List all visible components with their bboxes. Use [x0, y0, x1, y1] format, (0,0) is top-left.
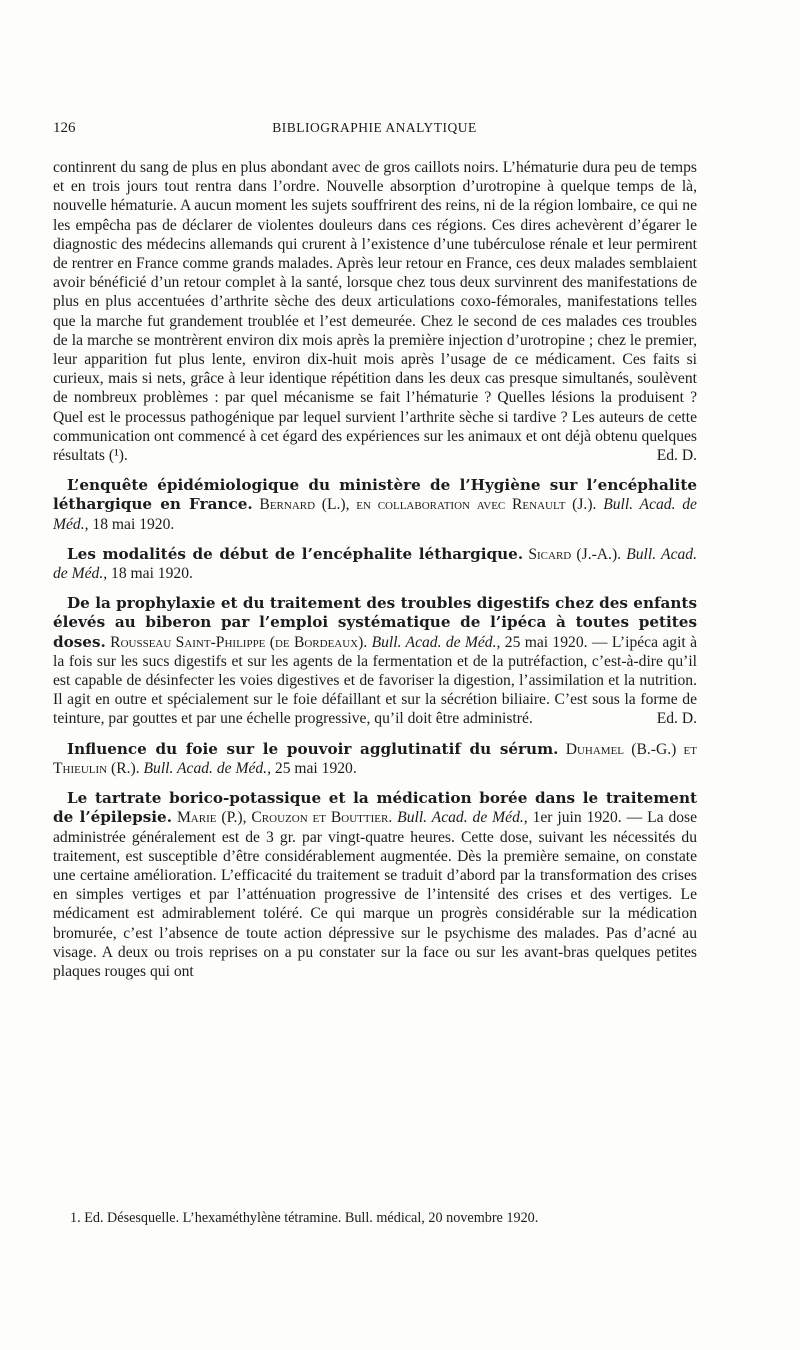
entry-authors: Rousseau Saint-Philippe (de Bordeaux). — [110, 633, 368, 651]
entry-authors: Sicard (J.-A.). — [528, 545, 622, 563]
entry-date: 1er juin 1920. — [532, 809, 622, 827]
entry-title: L’enquête épidémiologique du ministère de l’Hygiène sur l’encéphalite léthargique en France. — [53, 476, 697, 514]
page-number: 126 — [53, 120, 76, 136]
running-title: BIBLIOGRAPHIE ANALYTIQUE — [272, 120, 477, 135]
entry-authors: Marie (P.), Crouzon et Bouttier. — [176, 809, 393, 827]
bibliography-entry — [53, 545, 697, 583]
entry-title: Les modalités de début de l’encéphalite léthargique. — [67, 544, 524, 563]
entry-authors: Duhamel (B.-G.) et Thieulin (R.). — [53, 740, 697, 777]
entry-date: 18 mai 1920. — [111, 565, 193, 583]
entry-signature: Ed. D. — [656, 710, 697, 728]
entry-title: Le tartrate borico-potassique et la médication borée dans le traitement de l’épilepsie. — [53, 789, 697, 827]
entry-authors: Bernard (L.), en collaboration avec Renault (J.). — [259, 496, 597, 514]
entry-title: Influence du foie sur le pouvoir agglutinatif du sérum. — [67, 739, 559, 758]
bibliography-entry — [53, 740, 697, 778]
entry-date: 25 mai 1920. — [504, 633, 588, 651]
entry-abstract: — La dose administrée généralement est de 3 gr. par vingt-quatre heures. Cette dose, suivant les nécessités du traitement, est susceptible d’être considérablement augmentée. Dès la première semaine, on constate une certaine amélioration. L’efficacité du traitement se traduit d’abord par la transformation des crises en simples vertiges et par l’atténuation progressive de l’intensité des crises et des vertiges. Le médicament est admirablement toléré. Ce qui marque un progrès considérable sur la médication bromurée, c’est l’absence de toute action dépressive sur le psychisme des malades. Pas d’acné au visage. A deux ou trois reprises on a pu constater sur la face ou sur les avant-bras quelques petites plaques rouges qui ont — [53, 809, 698, 980]
footnote: 1. Ed. Désesquelle. L’hexaméthylène tétramine. Bull. médical, 20 novembre 1920. — [70, 1210, 539, 1226]
continuation-text: continrent du sang de plus en plus abondant avec de gros caillots noirs. L’hématurie dura peu de temps et en trois jours tout rentra dans l’ordre. Nouvelle absorption d’urotropine à quelque temps de là, nouvelle hématurie. A aucun moment les sujets souffrirent des reins, ni de la région lombaire, ce qui ne les empêcha pas de déclarer de violentes douleurs dans ces régions. Ces dires achevèrent d’égarer le diagnostic des médecins allemands qui crurent à l’existence d’une tubérculose rénale et leur permirent de rentrer en France comme grands malades. Après leur retour en France, ces deux malades semblaient avoir bénéficié d’un retour complet à la santé, lorsque chez tous deux survinrent des manifestations de plus en plus accentuées d’arthrite sèche des deux articulations coxo-fémorales, manifestations telles que la marche fut grandement troublée et l’est demeurée. Chez le second de ces malades ces troubles de la marche se montrèrent environ dix mois après la première injection d’urotropine ; chez le premier, leur apparition fut plus lente, environ dix-huit mois après l’usage de ce médicament. Ces faits si curieux, mais si nets, grâce à leur identique répétition dans les deux cas presque simultanés, soulèvent de nombreux problèmes : par quel mécanisme se fait l’hématurie ? Quelles lésions la produisent ? Quel est le processus pathogénique par lequel survient l’arthrite sèche si tardive ? Les auteurs de cette communication ont commencé à cet égard des expériences sur les animaux et ont déjà obtenu quelques résultats — [53, 159, 697, 465]
footnote-reference: (¹). — [108, 447, 128, 465]
bibliography-entry — [53, 594, 697, 728]
bibliography-entry — [53, 789, 697, 981]
entry-date: 25 mai 1920. — [274, 759, 357, 777]
page-header — [53, 120, 696, 142]
entry-source: Bull. Acad. de Méd., — [143, 759, 271, 777]
page-body — [53, 158, 697, 981]
entry-source: Bull. Acad. de Méd., — [397, 809, 528, 827]
entry-source: Bull. Acad. de Méd., — [53, 496, 697, 533]
entry-abstract: — L’ipéca agit à la fois sur les sucs digestifs et sur les agents de la fermentation et de la putréfaction, c’est-à-dire qu’il est capable de désinfecter les voies digestives et de favoriser la digestion, l’assimilation et la nutrition. Il agit en outre et spécialement sur le foie défaillant et sur la sécrétion biliaire. C’est sous la forme de teinture, par gouttes et par une échelle progressive, qu’il doit être administré. — [53, 633, 698, 728]
continuation-paragraph — [53, 158, 697, 465]
entry-title: De la prophylaxie et du traitement des troubles digestifs chez des enfants élevés au biberon par l’emploi systématique de l’ipéca à toutes petites doses. — [53, 594, 697, 651]
bibliography-entry — [53, 476, 697, 534]
entry-date: 18 mai 1920. — [92, 515, 175, 533]
entry-source: Bull. Acad. de Méd., — [371, 633, 501, 651]
entry-source: Bull. Acad. de Méd., — [53, 545, 697, 583]
continuation-signature: Ed. D. — [656, 447, 697, 465]
